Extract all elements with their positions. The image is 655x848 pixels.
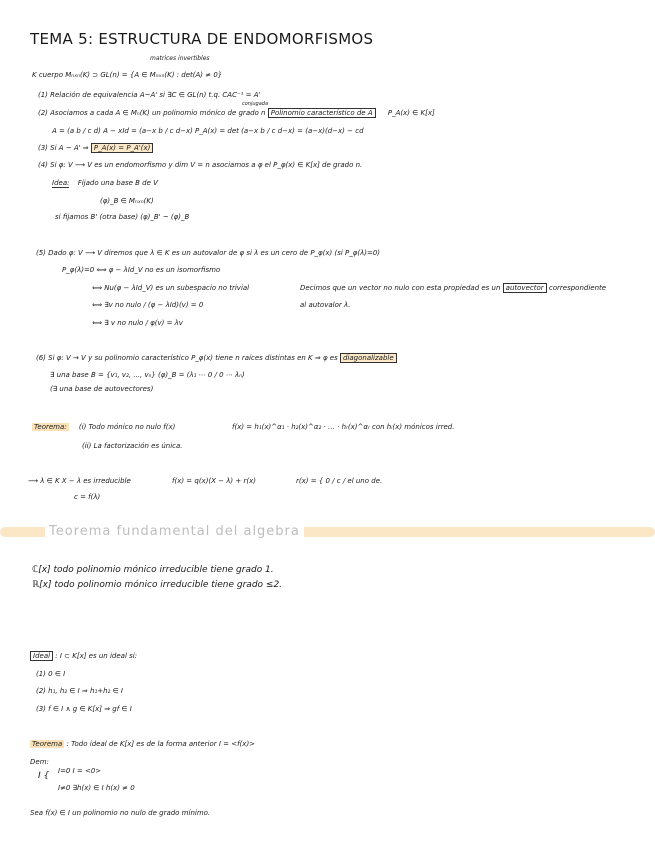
s5-line-3: ⟺ Nu(φ − λId_V) es un subespacio no trivial: [92, 284, 250, 292]
teorema-1-label: Teorema:: [34, 423, 67, 431]
lambda-rx: r(x) = { 0 / c / el uno de.: [296, 477, 383, 485]
item-3-text: (3) Si A ~ A' ⇒: [38, 144, 89, 152]
idea-line: [52, 180, 158, 187]
item-2-text: (2) Asociamos a cada A ∈ Mₙ(K) un polinomio mónico de grado n: [38, 109, 266, 117]
fundamental-complex: ℂ[x] todo polinomio mónico irreducible tiene grado 1.: [32, 565, 274, 575]
s6-line-3: (∃ una base de autovectores): [50, 385, 154, 393]
teorema-1-i: (i) Todo mónico no nulo f(x): [78, 423, 176, 431]
s6-text: (6) Si φ: V → V y su polinomio característico P_φ(x) tiene n raíces distintas en K ⇒ φ es: [36, 354, 338, 362]
teorema-2-label: Teorema: [32, 740, 63, 748]
teorema-1-ii: (ii) La factorización es única.: [82, 442, 183, 450]
page-title: TEMA 5: ESTRUCTURA DE ENDOMORFISMOS: [30, 30, 374, 48]
teorema-1-cond: con hᵢ(x) mónicos irred.: [372, 423, 455, 431]
item-2-post: P_A(x) ∈ K[x]: [387, 109, 435, 117]
s5-side-2: al autovalor λ.: [300, 301, 351, 309]
dem-label: Dem:: [30, 758, 49, 766]
teorema-1-formula: f(x) = h₁(x)^α₁ · h₂(x)^α₂ · … · hᵣ(x)^αᵣ: [232, 423, 370, 431]
item-3: [38, 145, 153, 152]
ideal-line: [30, 653, 137, 660]
s5-side-post: correspondiente: [548, 284, 607, 292]
ideal-label: Ideal: [30, 651, 53, 661]
item-4: (4) Si φ: V ⟶ V es un endomorfismo y dim V = n asociamos a φ el P_φ(x) ∈ K[x] de grado n.: [38, 161, 363, 169]
lambda-formula: f(x) = q(x)(X − λ) + r(x): [172, 477, 256, 485]
ideal-cond-1: (1) 0 ∈ I: [36, 670, 66, 678]
band-title: Teorema fundamental del algebra: [45, 524, 304, 539]
dem-case-1: I=0 I = <0>: [58, 767, 102, 775]
lambda-c-set: c = f(λ): [74, 493, 101, 501]
s5-side-1: [300, 285, 606, 292]
s5-line-2: P_φ(λ)=0 ⟺ φ − λId_V no es un isomorfismo: [62, 266, 221, 274]
item-2: [38, 110, 435, 117]
teorema-2-line: [30, 741, 255, 748]
s6-line-2: ∃ una base B = {v₁, v₂, ..., vₙ} (φ)_B = (λ₁ ⋯ 0 / 0 ⋯ λₙ): [50, 371, 245, 379]
dem-brace: I {: [38, 771, 50, 781]
dem-last: Sea f(x) ∈ I un polinomio no nulo de grado mínimo.: [30, 809, 211, 817]
fundamental-real: ℝ[x] todo polinomio mónico irreducible tiene grado ≤2.: [32, 580, 283, 590]
item-3-box: P_A(x) = P_A'(x): [91, 143, 153, 153]
annotation-matrices-invertibles: matrices invertibles: [150, 55, 210, 62]
group-definition: K cuerpo Mₙₓₙ(K) ⊃ GL(n) = {A ∈ Mₙₓₙ(K) : det(A) ≠ 0}: [32, 71, 223, 79]
item-2-matrix: A = (a b / c d) A − xId = (a−x b / c d−x): [52, 127, 193, 135]
autovector-box: autovector: [503, 283, 547, 293]
teorema-2-text: : Todo ideal de K[x] es de la forma anterior I = <f(x)>: [66, 740, 256, 748]
ideal-def: : I ⊂ K[x] es un ideal si:: [55, 652, 138, 660]
diagonalizable-box: diagonalizable: [340, 353, 397, 363]
s5-line-1: (5) Dado φ: V ⟶ V diremos que λ ∈ K es un autovalor de φ si λ es un cero de P_φ(x) (si P_φ(λ)=0): [36, 249, 381, 257]
dem-case-2: I≠0 ∃h(x) ∈ I h(x) ≠ 0: [58, 784, 135, 792]
idea-text: Fijado una base B de V: [77, 179, 158, 187]
ideal-cond-3: (3) f ∈ I ∧ g ∈ K[x] ⇒ gf ∈ I: [36, 705, 132, 713]
item-2-det: P_A(x) = det (a−x b / c d−x) = (a−x)(d−x) − cd: [195, 127, 364, 135]
lambda-line-1: ⟶ λ ∈ K X − λ es irreducible: [28, 477, 131, 485]
s6-line-1: [36, 355, 397, 362]
annotation-conjugada: conjugada: [242, 101, 269, 107]
s5-line-4: ⟺ ∃v no nulo / (φ − λId)(v) = 0: [92, 301, 204, 309]
s5-side-text: Decimos que un vector no nulo con esta propiedad es un: [300, 284, 501, 292]
item-1: (1) Relación de equivalencia A~A' si ∃C ∈ GL(n) t.q. CAC⁻¹ = A': [38, 91, 261, 99]
ideal-cond-2: (2) h₁, h₂ ∈ I ⇒ h₁+h₂ ∈ I: [36, 687, 123, 695]
char-poly-box: Polinomio característico de A: [268, 108, 376, 118]
idea-line-2: (φ)_B ∈ Mₙₓₙ(K): [100, 197, 154, 205]
s5-line-5: ⟺ ∃ v no nulo / φ(v) = λv: [92, 319, 183, 327]
idea-label: Idea:: [52, 179, 70, 187]
teorema-1-line: [32, 424, 175, 431]
idea-line-3: si fijamos B' (otra base) (φ)_B' ~ (φ)_B: [55, 213, 190, 221]
